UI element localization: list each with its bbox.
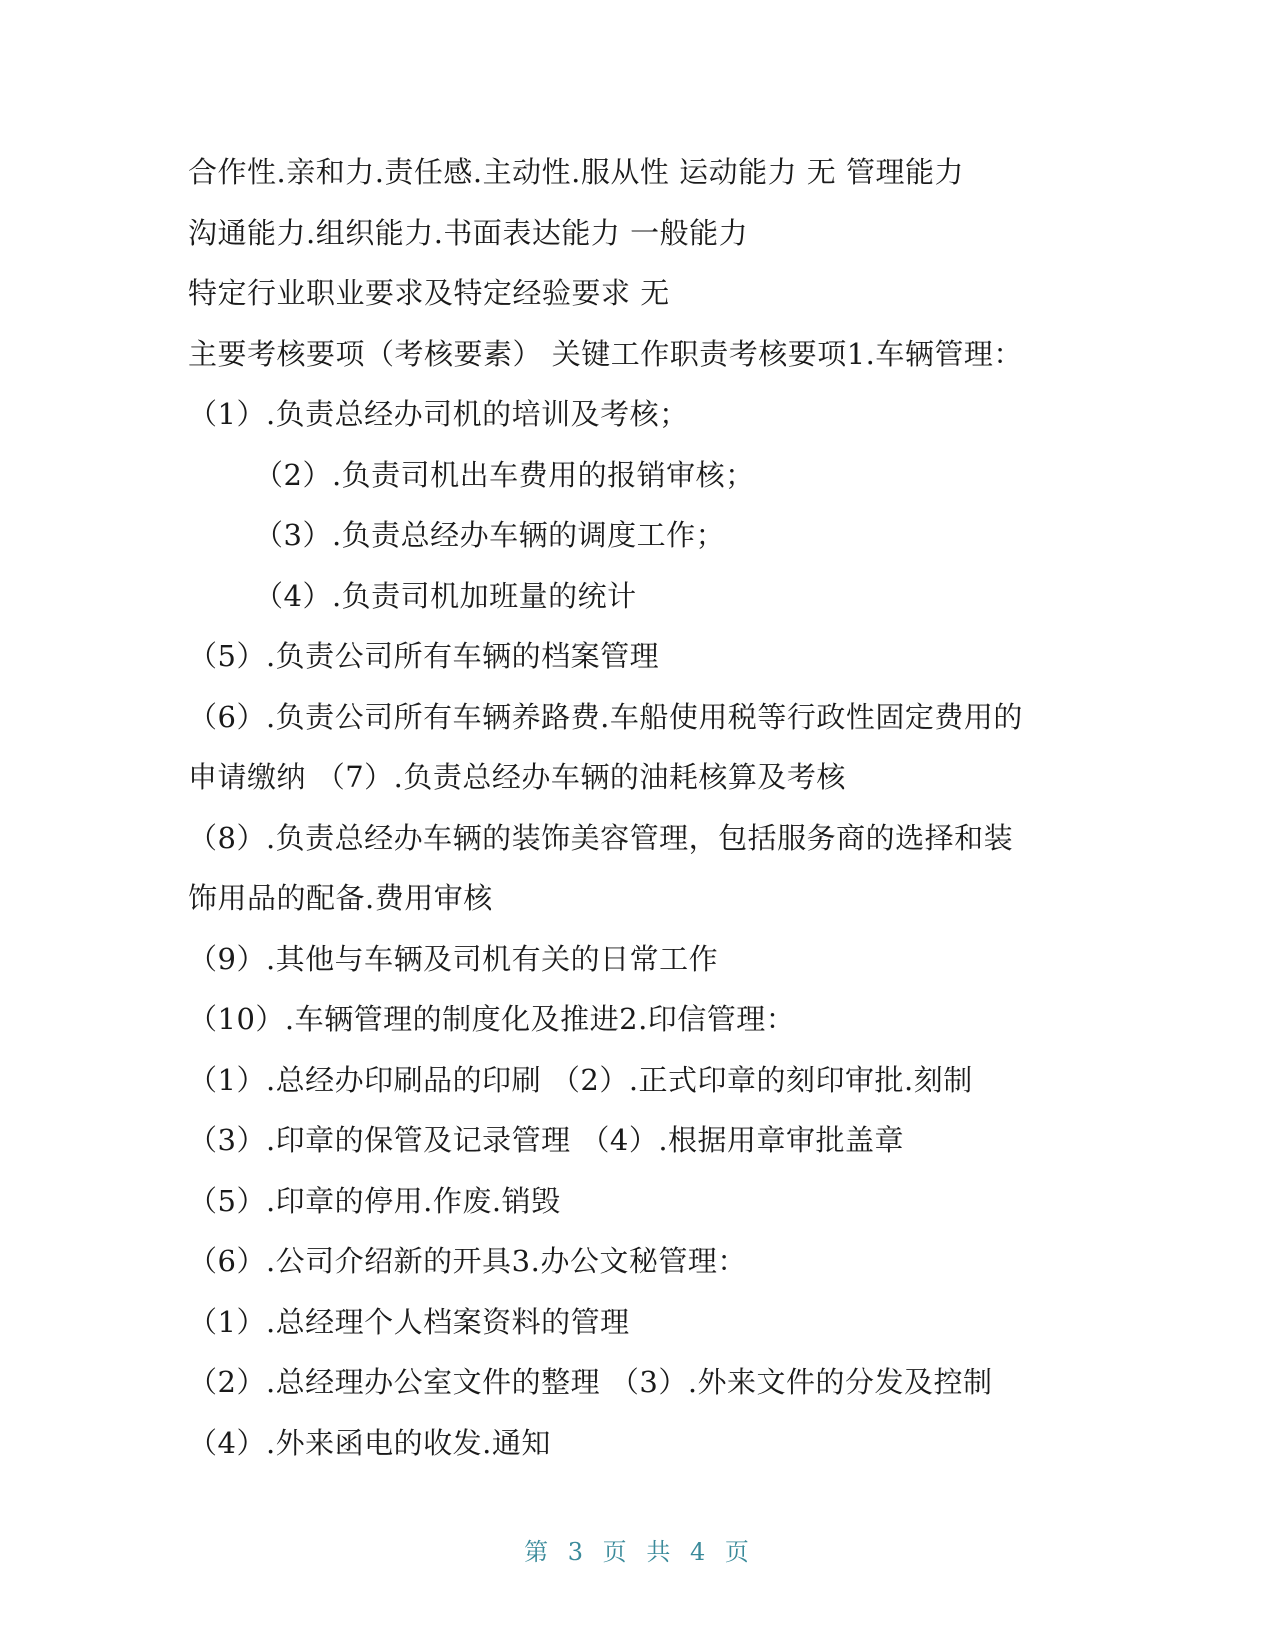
page-footer	[0, 1532, 1275, 1567]
text-line: （10）.车辆管理的制度化及推进2.印信管理：	[188, 1002, 796, 1036]
text-line: （1）.总经办印刷品的印刷 （2）.正式印章的刻印审批.刻制	[188, 1062, 973, 1097]
text-line: 申请缴纳 （7）.负责总经办车辆的油耗核算及考核	[188, 760, 846, 794]
text-line: （8）.负责总经办车辆的装饰美容管理，包括服务商的选择和装	[188, 820, 1014, 855]
text-line: （2）.总经理办公室文件的整理 （3）.外来文件的分发及控制	[188, 1365, 993, 1399]
text-line: 沟通能力.组织能力.书面表达能力 一般能力	[188, 215, 749, 250]
footer-mid: 页	[602, 1538, 629, 1566]
text-line: （1）.总经理个人档案资料的管理	[188, 1304, 630, 1339]
text-line: （9）.其他与车辆及司机有关的日常工作	[188, 941, 719, 976]
text-line: （4）.负责司机加班量的统计	[254, 578, 637, 613]
text-line: 主要考核要项（考核要素） 关键工作职责考核要项1.车辆管理：	[188, 336, 1023, 371]
text-line: （4）.外来函电的收发.通知	[188, 1425, 551, 1460]
text-line: 特定行业职业要求及特定经验要求 无	[188, 276, 670, 310]
text-line: 饰用品的配备.费用审核	[188, 881, 493, 915]
text-line: （1）.负责总经办司机的培训及考核；	[188, 397, 689, 431]
text-line: （5）.负责公司所有车辆的档案管理	[188, 639, 660, 673]
footer-suffix: 页	[724, 1538, 751, 1566]
footer-prefix: 第	[524, 1538, 551, 1566]
text-line: （2）.负责司机出车费用的报销审核；	[254, 457, 755, 492]
footer-current-page: 3	[567, 1538, 586, 1566]
text-line: （3）.印章的保管及记录管理 （4）.根据用章审批盖章	[188, 1123, 905, 1157]
text-line: （6）.公司介绍新的开具3.办公文秘管理：	[188, 1244, 747, 1278]
text-line: （3）.负责总经办车辆的调度工作；	[254, 518, 726, 552]
document-body	[188, 142, 1088, 1473]
footer-total-pages: 4	[689, 1538, 708, 1566]
text-line: （6）.负责公司所有车辆养路费.车船使用税等行政性固定费用的	[188, 699, 1023, 734]
text-line: （5）.印章的停用.作废.销毁	[188, 1183, 561, 1218]
footer-total-label: 共	[646, 1538, 673, 1566]
text-line: 合作性.亲和力.责任感.主动性.服从性 运动能力 无 管理能力	[188, 155, 965, 189]
